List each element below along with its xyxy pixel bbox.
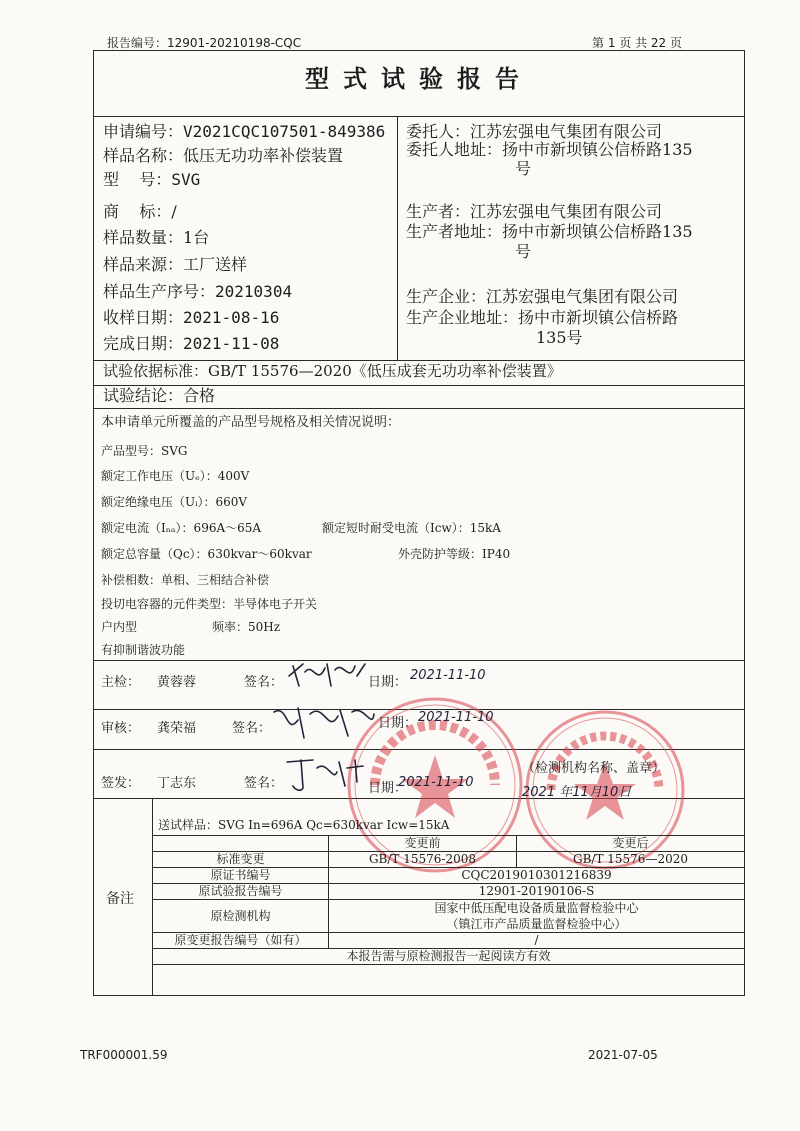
inspector-date-label: 日期： [368, 675, 408, 690]
divider-specs [94, 408, 744, 409]
issuer-label: 签发： [101, 776, 141, 791]
spec-switch: 投切电容器的元件类型：半导体电子开关 [101, 597, 318, 611]
original-lab-alt: （镇江市产品质量监督检验中心） [446, 917, 627, 931]
enterprise: 生产企业：江苏宏强电气集团有限公司 [406, 287, 679, 306]
test-conclusion: 试验结论：合格 [103, 386, 216, 405]
page-info: 第 1 页 共 22 页 [592, 36, 682, 50]
table-header-row [153, 836, 745, 852]
remarks-sample-line: 送试样品：SVG In=696A Qc=630kvar Icw=15kA [158, 818, 450, 832]
issuer-sign-label: 签名： [244, 776, 284, 791]
remarks-label: 备注 [106, 891, 134, 907]
spec-ip: 外壳防护等级：IP40 [398, 547, 511, 561]
reviewer-label: 审核： [101, 721, 141, 736]
remarks-footer: 本报告需与原检测报告一起阅读方有效 [153, 949, 745, 965]
inspector-label: 主检： [101, 675, 141, 690]
inspector-sign-label: 签名： [244, 675, 284, 690]
spec-capacity: 额定总容量（Qc）：630kvar～60kvar [101, 547, 312, 561]
table-row: 原证书编号 CQC2019010301216839 [153, 868, 745, 884]
spec-harmonic: 有抑制谐波功能 [101, 643, 186, 657]
table-row: 原变更报告编号（如有） / [153, 933, 745, 949]
table-footer-row [153, 949, 745, 965]
enterprise-address-cont: 135号 [536, 328, 583, 347]
spec-indoor: 户内型 [101, 620, 138, 634]
reviewer-name: 龚荣福 [157, 721, 197, 736]
specs-intro: 本申请单元所覆盖的产品型号规格及相关情况说明： [101, 415, 401, 430]
header-blank [153, 836, 329, 852]
spec-current: 额定电流（Iₙₐ）：696A～65A [101, 521, 262, 535]
issuer-name: 丁志东 [157, 776, 197, 791]
info-divider [397, 117, 398, 360]
field-source: 样品来源：工厂送样 [103, 255, 248, 274]
producer-address: 生产者地址：扬中市新坝镇公信桥路135 [406, 222, 693, 241]
spec-ue: 额定工作电压（Uₑ）：400V [101, 469, 250, 483]
field-application-no: 申请编号：V2021CQC107501-849386 [103, 122, 386, 141]
producer-address-cont: 号 [515, 242, 532, 261]
form-date: 2021-07-05 [588, 1048, 658, 1062]
issuer-date: 2021-11-10 [398, 775, 474, 790]
field-trademark: 商 标：/ [103, 202, 177, 221]
table-row: 标准变更 GB/T 15576-2008 GB/T 15576—2020 [153, 852, 745, 868]
table-row: 原试验报告编号 12901-20190106-S [153, 884, 745, 900]
reviewer-signature [268, 700, 378, 742]
field-completed-date: 完成日期：2021-11-08 [103, 334, 280, 353]
table-row: 原检测机构 国家中低压配电设备质量监督检验中心 （镇江市产品质量监督检验中心） [153, 900, 745, 933]
enterprise-address: 生产企业地址：扬中市新坝镇公信桥路 [406, 308, 679, 327]
field-sample-name: 样品名称：低压无功功率补偿装置 [103, 146, 344, 165]
stamp-date: 2021 年11月10日 [522, 785, 632, 800]
reviewer-date-label: 日期： [378, 716, 418, 731]
inspector-signature [285, 656, 370, 692]
field-model: 型 号：SVG [103, 170, 201, 189]
remarks-table [152, 835, 745, 965]
title-box [93, 50, 745, 116]
client: 委托人：江苏宏强电气集团有限公司 [406, 122, 663, 141]
spec-ui: 额定绝缘电压（Uᵢ）：660V [101, 495, 248, 509]
header-after: 变更后 [517, 836, 745, 852]
field-quantity: 样品数量：1台 [103, 228, 210, 247]
producer: 生产者：江苏宏强电气集团有限公司 [406, 202, 663, 221]
reviewer-date: 2021-11-10 [418, 710, 494, 725]
form-number: TRF000001.59 [80, 1048, 168, 1062]
inspector-name: 黄蓉蓉 [157, 675, 197, 690]
issuer-signature [283, 752, 368, 794]
client-address: 委托人地址：扬中市新坝镇公信桥路135 [406, 140, 693, 159]
spec-icw: 额定短时耐受电流（Icw）：15kA [322, 521, 501, 535]
spec-model: 产品型号：SVG [101, 444, 188, 458]
field-serial-no: 样品生产序号：20210304 [103, 282, 293, 301]
report-number: 报告编号：12901-20210198-CQC [107, 36, 302, 50]
original-lab-name: 国家中低压配电设备质量监督检验中心 [434, 901, 639, 915]
spec-frequency: 频率：50Hz [212, 620, 281, 634]
org-stamp-label: （检测机构名称、盖章） [522, 761, 666, 776]
client-address-cont: 号 [515, 159, 532, 178]
inspector-date: 2021-11-10 [410, 668, 486, 683]
issuer-date-label: 日期： [368, 781, 408, 796]
test-standard: 试验依据标准：GB/T 15576—2020《低压成套无功功率补偿装置》 [103, 362, 562, 380]
reviewer-sign-label: 签名： [232, 721, 272, 736]
header-before: 变更前 [329, 836, 517, 852]
field-received-date: 收样日期：2021-08-16 [103, 308, 280, 327]
divider-sign1 [94, 660, 744, 661]
report-title: 型式试验报告 [305, 64, 533, 93]
spec-phases: 补偿相数：单相、三相结合补偿 [101, 573, 270, 587]
